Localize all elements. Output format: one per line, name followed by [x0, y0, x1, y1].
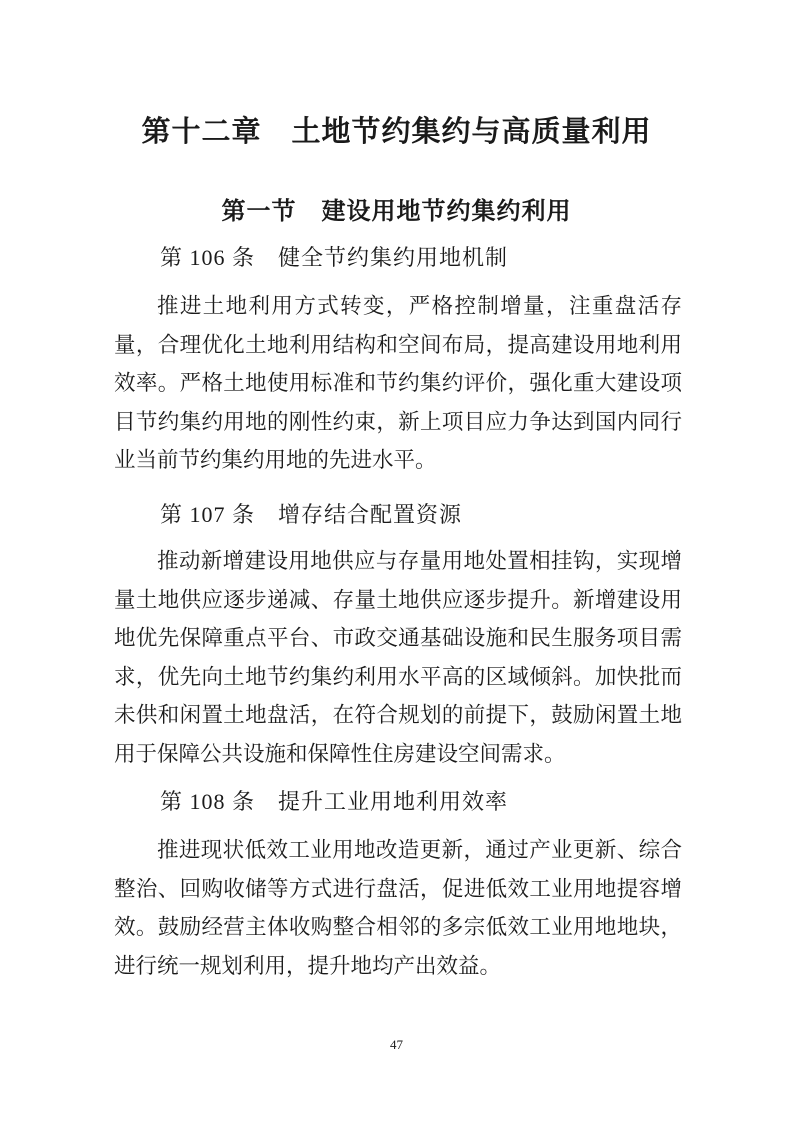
chapter-title: 第十二章 土地节约集约与高质量利用 — [141, 116, 652, 148]
article-108-body: 推进现状低效工业用地改造更新，通过产业更新、综合整治、回购收储等方式进行盘活，促进低效工业用地提容增效。鼓励经营主体收购整合相邻的多宗低效工业用地地块，进行统一规划利用，提升地均产出效益。 — [114, 838, 682, 978]
section-title: 第一节 建设用地节约集约利用 — [221, 198, 572, 225]
article-108-heading: 第 108 条 提升工业用地利用效率 — [160, 789, 509, 814]
article-106-body: 推进土地利用方式转变，严格控制增量，注重盘活存量，合理优化土地利用结构和空间布局，提高建设用地利用效率。严格土地使用标准和节约集约评价，强化重大建设项目节约集约用地的刚性约束，新上项目应力争达到国内同行业当前节约集约用地的先进水平。 — [114, 294, 682, 473]
article-107-body: 推动新增建设用地供应与存量用地处置相挂钩，实现增量土地供应逐步递减、存量土地供应逐步提升。新增建设用地优先保障重点平台、市政交通基础设施和民生服务项目需求，优先向土地节约集约利用水平高的区域倾斜。加快批而未供和闲置土地盘活，在符合规划的前提下，鼓励闲置土地用于保障公共设施和保障性住房建设空间需求。 — [114, 549, 682, 766]
article-107-heading: 第 107 条 增存结合配置资源 — [160, 502, 463, 527]
page-number: 47 — [390, 1037, 403, 1052]
article-106-heading: 第 106 条 健全节约集约用地机制 — [160, 245, 509, 270]
